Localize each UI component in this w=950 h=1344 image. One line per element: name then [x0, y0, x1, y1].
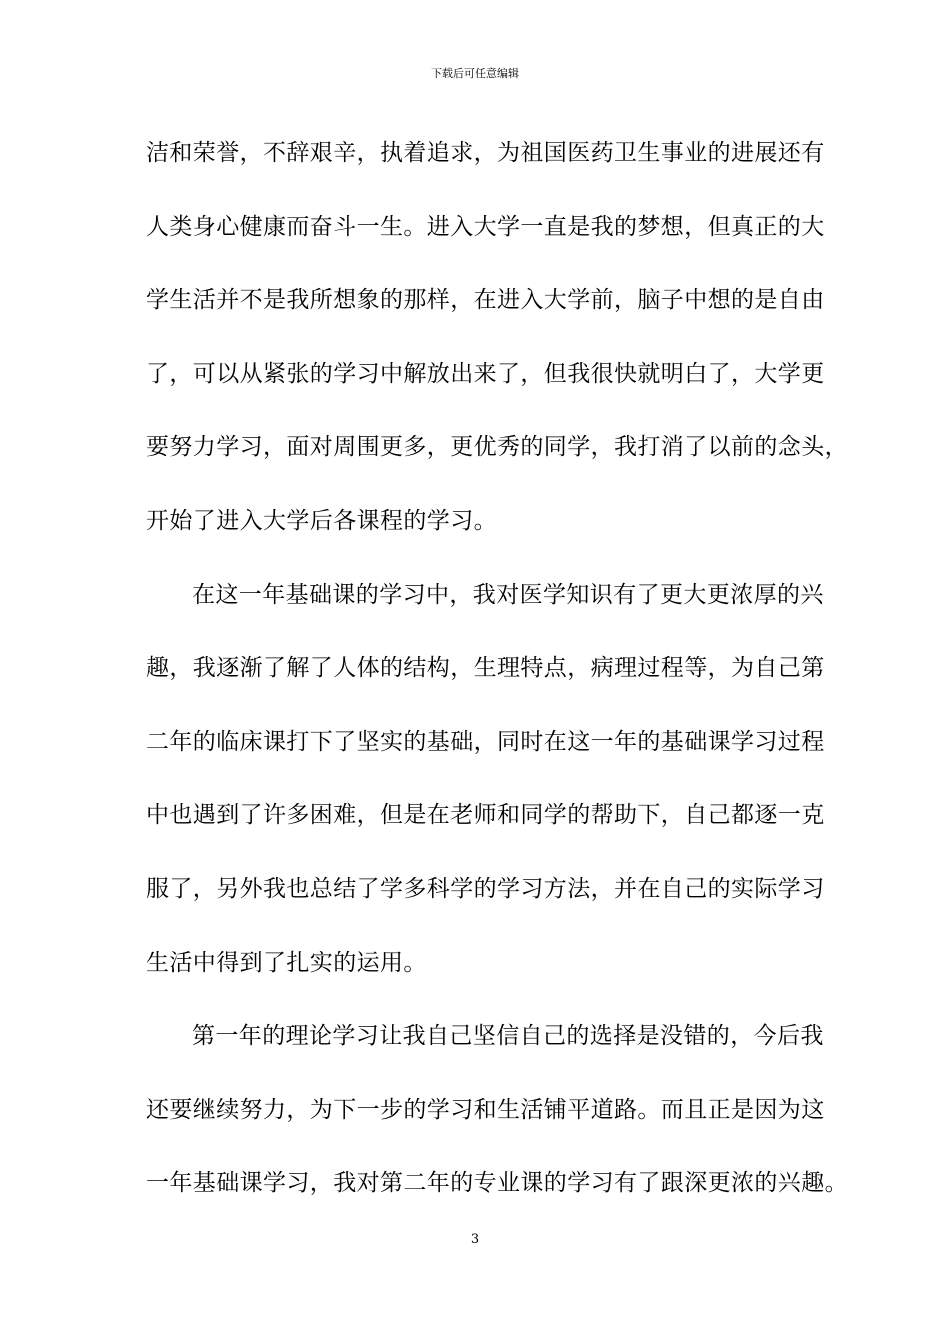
paragraph-1-line-4: 了，可以从紧张的学习中解放出来了，但我很快就明白了，大学更 — [146, 360, 825, 387]
paragraph-2-line-4: 中也遇到了许多困难，但是在老师和同学的帮助下，自己都逐一克 — [146, 802, 825, 829]
document-body — [146, 130, 848, 1234]
paragraph-1-line-3: 学生活并不是我所想象的那样，在进入大学前，脑子中想的是自由 — [146, 287, 825, 314]
paragraph-1-line-6: 开始了进入大学后各课程的学习。 — [146, 507, 497, 534]
page-number: 3 — [470, 1232, 480, 1247]
paragraph-3-line-2: 还要继续努力，为下一步的学习和生活铺平道路。而且正是因为这 — [146, 1096, 825, 1123]
paragraph-1-line-2: 人类身心健康而奋斗一生。进入大学一直是我的梦想，但真正的大 — [146, 213, 825, 240]
paragraph-2-line-3: 二年的临床课打下了坚实的基础，同时在这一年的基础课学习过程 — [146, 728, 825, 755]
paragraph-2-line-5: 服了，另外我也总结了学多科学的学习方法，并在自己的实际学习 — [146, 875, 825, 902]
paragraph-2-line-6: 生活中得到了扎实的运用。 — [146, 949, 427, 976]
paragraph-3-line-3: 一年基础课学习，我对第二年的专业课的学习有了跟深更浓的兴趣。 — [146, 1170, 848, 1197]
paragraph-1-line-1: 洁和荣誉，不辞艰辛，执着追求，为祖国医药卫生事业的进展还有 — [146, 140, 825, 166]
paragraph-2-line-2: 趣，我逐渐了解了人体的结构，生理特点，病理过程等，为自己第 — [146, 655, 825, 682]
paragraph-2-line-1: 在这一年基础课的学习中，我对医学知识有了更大更浓厚的兴 — [192, 581, 824, 608]
paragraph-1-line-5: 要努力学习，面对周围更多，更优秀的同学，我打消了以前的念头， — [146, 434, 848, 461]
paragraph-3-line-1: 第一年的理论学习让我自己坚信自己的选择是没错的，今后我 — [192, 1023, 824, 1050]
page-header-note: 下载后可任意编辑 — [431, 67, 519, 80]
